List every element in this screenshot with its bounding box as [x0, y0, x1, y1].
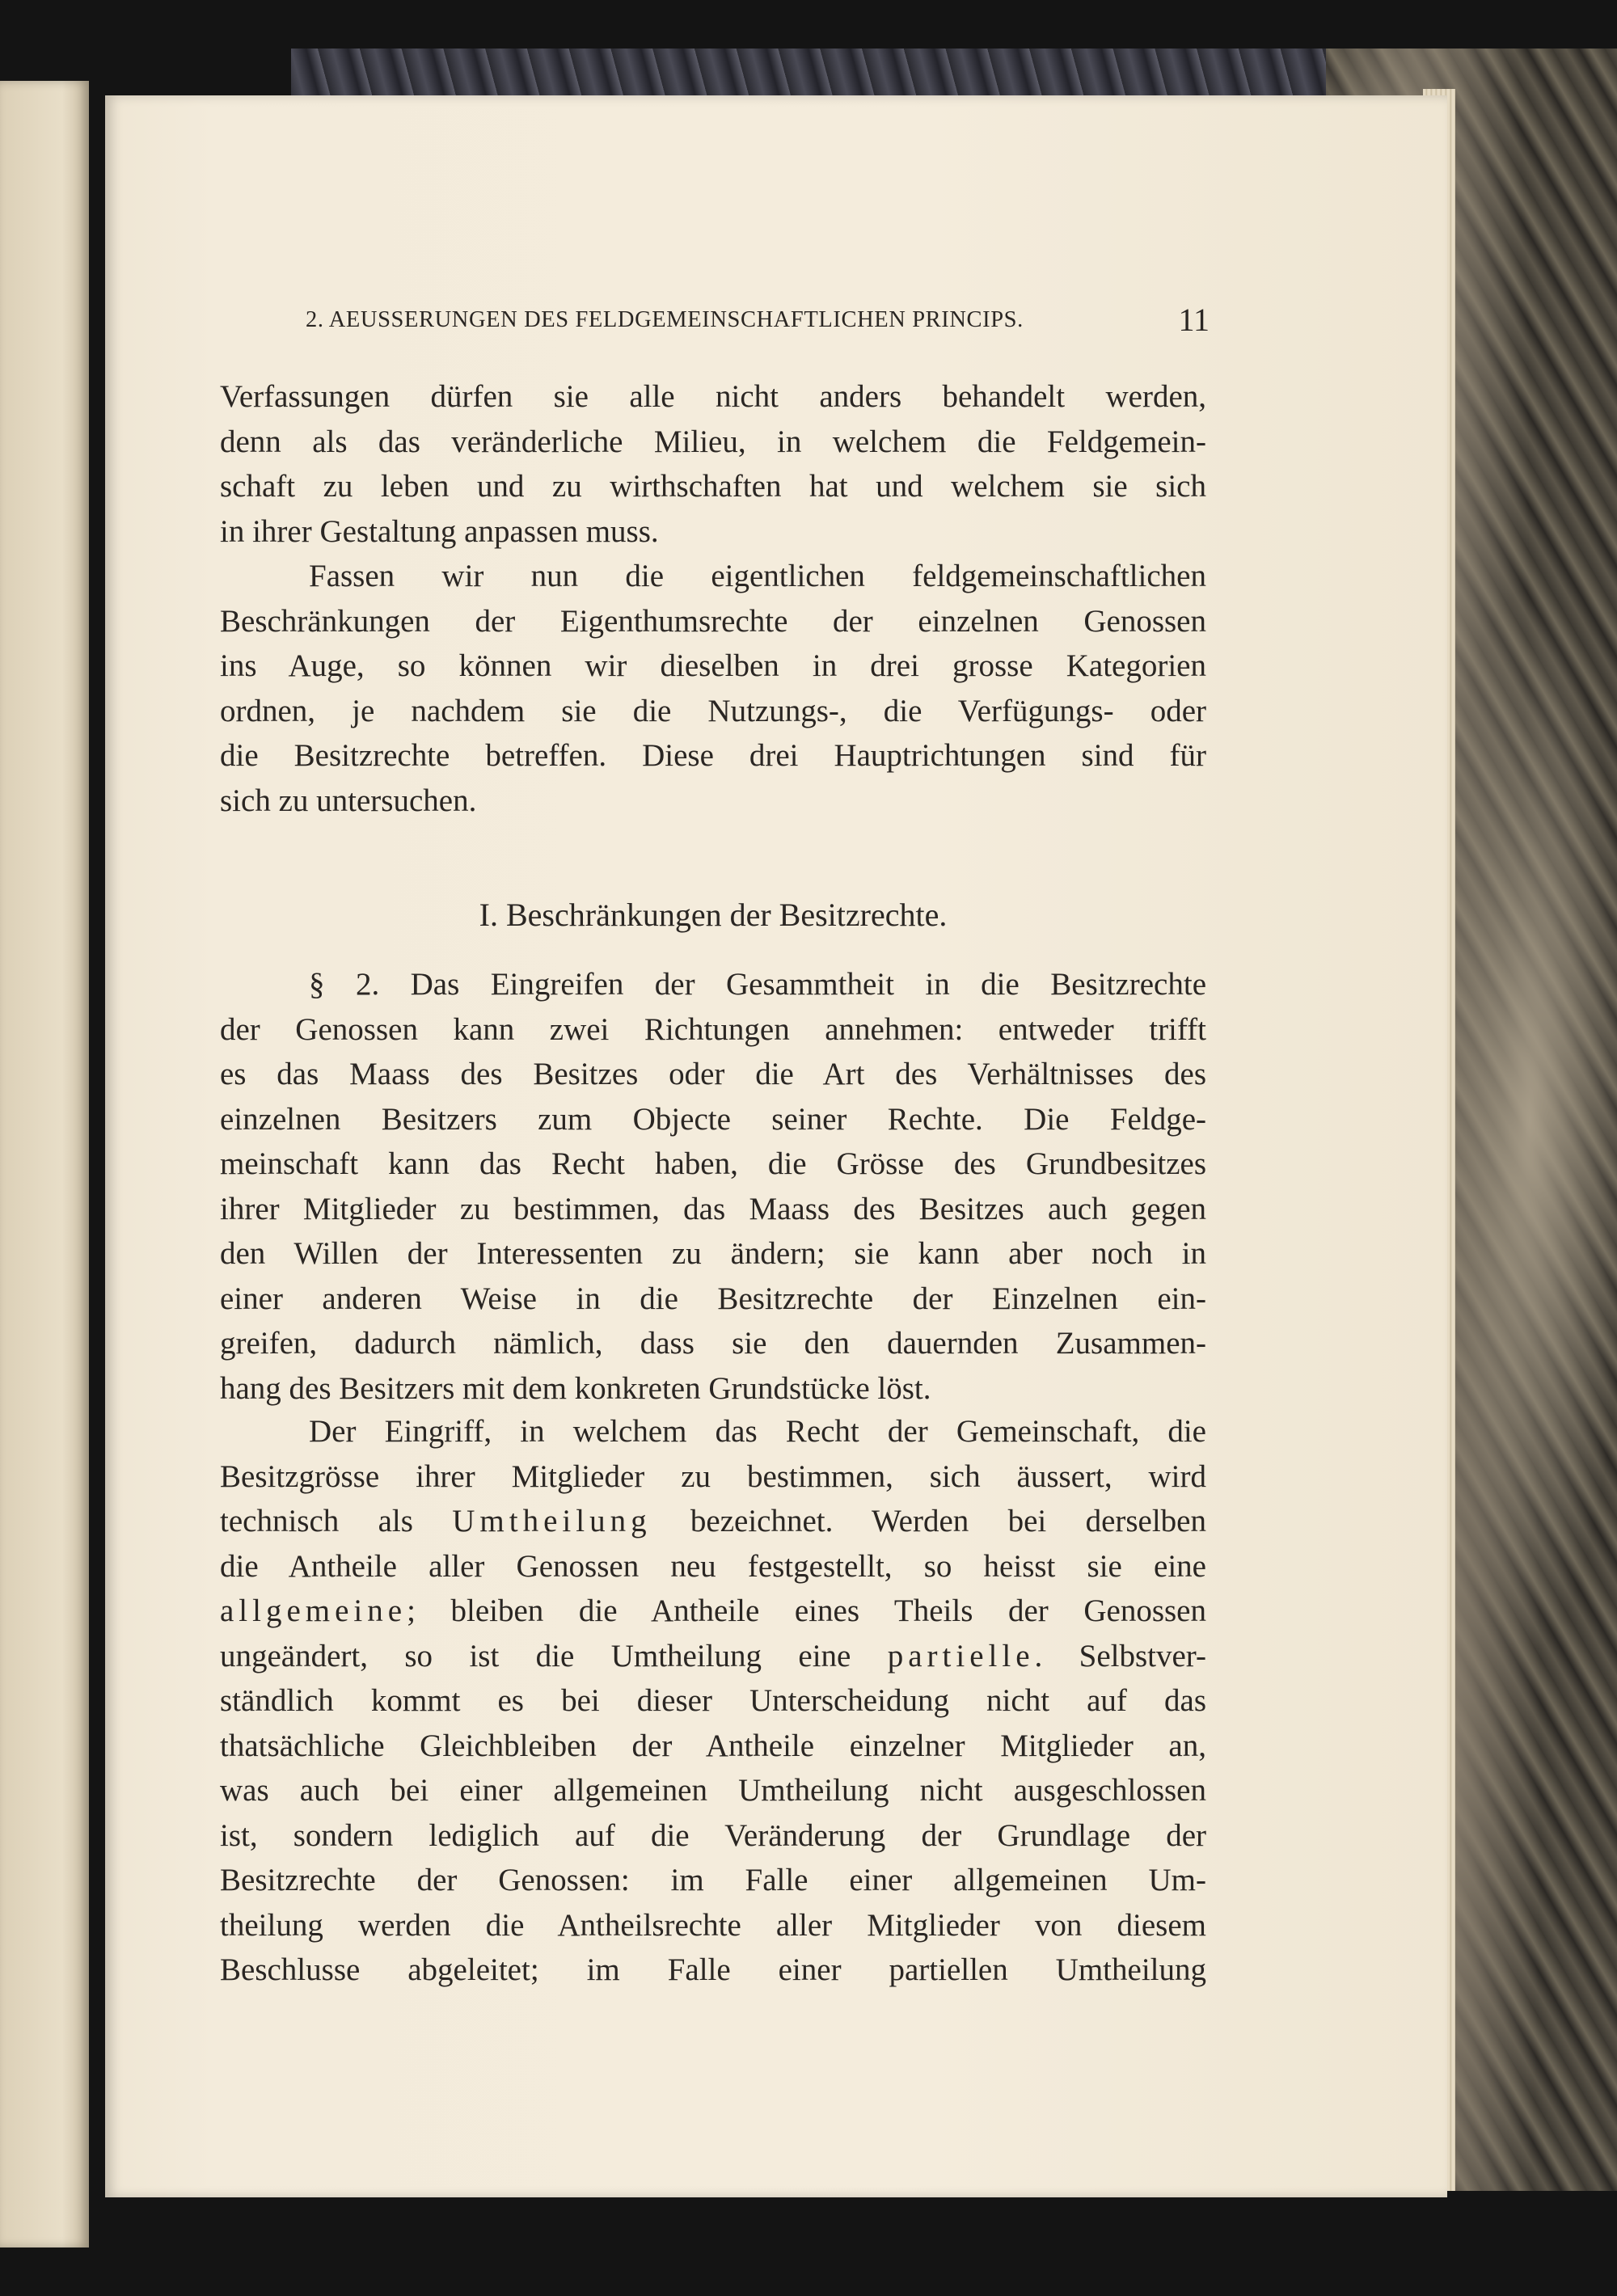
text-line: einzelnen Besitzers zum Objecte seiner Rechte. Die Feldge-	[220, 1101, 1206, 1137]
text-line: ständlich kommt es bei dieser Unterscheidung nicht auf das	[220, 1683, 1206, 1718]
text-fragment: ; bleiben die Antheile eines Theils der Genossen	[407, 1593, 1206, 1628]
text-line	[220, 1589, 1206, 1634]
text-line: Verfassungen dürfen sie alle nicht anders behandelt werden,	[220, 379, 1206, 414]
text-line: die Antheile aller Genossen neu festgestellt, so heisst sie eine	[220, 1548, 1206, 1584]
text-line: ins Auge, so können wir dieselben in drei grosse Kategorien	[220, 648, 1206, 683]
running-header	[306, 301, 1210, 340]
text-line: der Genossen kann zwei Richtungen annehmen: entweder trifft	[220, 1011, 1206, 1047]
text-line: greifen, dadurch nämlich, dass sie den dauernden Zusammen-	[220, 1326, 1206, 1361]
paragraph-umtheilung	[220, 1409, 1206, 1993]
text-line: ordnen, je nachdem sie die Nutzungs-, die Verfügungs- oder	[220, 693, 1206, 728]
text-line: in ihrer Gestaltung anpassen muss.	[220, 513, 659, 549]
text-line: ihrer Mitglieder zu bestimmen, das Maass des Besitzes auch gegen	[220, 1191, 1206, 1226]
text-line: einer anderen Weise in die Besitzrechte der Einzelnen ein-	[220, 1281, 1206, 1316]
text-line: Fassen wir nun die eigentlichen feldgemeinschaftlichen	[309, 559, 1206, 593]
text-line: es das Maass des Besitzes oder die Art des Verhältnisses des	[220, 1057, 1206, 1091]
paragraph-continuation	[220, 374, 1206, 554]
text-line: meinschaft kann das Recht haben, die Grösse des Grundbesitzes	[220, 1146, 1206, 1181]
text-line: Der Eingriff, in welchem das Recht der Gemeinschaft, die	[309, 1414, 1206, 1449]
text-line: Besitzrechte der Genossen: im Falle einer allgemeinen Um-	[220, 1863, 1206, 1897]
text-line: thatsächliche Gleichbleiben der Antheile einzelner Mitglieder an,	[220, 1728, 1206, 1763]
page-number: 11	[1178, 302, 1210, 338]
text-line: den Willen der Interessenten zu ändern; sie kann aber noch in	[220, 1236, 1206, 1271]
text-line: Beschlusse abgeleitet; im Falle einer partiellen Umtheilung	[220, 1952, 1206, 1987]
paragraph-categories	[220, 554, 1206, 823]
text-line: Besitzgrösse ihrer Mitglieder zu bestimmen, sich äussert, wird	[220, 1458, 1206, 1494]
text-line: sich zu untersuchen.	[220, 783, 477, 818]
text-line: ist, sondern lediglich auf die Veränderung der Grundlage der	[220, 1817, 1206, 1853]
section-heading: I. Beschränkungen der Besitzrechte.	[479, 897, 948, 933]
running-header-title: 2. AEUSSERUNGEN DES FELDGEMEINSCHAFTLICHEN PRINCIPS.	[306, 307, 1024, 332]
text-line: Beschränkungen der Eigenthumsrechte der einzelnen Genossen	[220, 603, 1206, 639]
text-line: § 2. Das Eingreifen der Gesammtheit in die Besitzrechte	[309, 967, 1206, 1002]
spaced-term: partielle	[887, 1638, 1035, 1673]
text-line: hang des Besitzers mit dem konkreten Grundstücke löst.	[220, 1370, 931, 1406]
text-fragment: bezeichnet. Werden bei derselben	[651, 1504, 1206, 1538]
text-fragment: . Selbstver-	[1034, 1638, 1206, 1673]
spaced-term: allgemeine	[220, 1593, 407, 1628]
text-line: theilung werden die Antheilsrechte aller Mitglieder von diesem	[220, 1907, 1206, 1943]
spaced-term: Umtheilung	[452, 1504, 652, 1538]
text-line: die Besitzrechte betreffen. Diese drei Hauptrichtungen sind für	[220, 738, 1206, 773]
text-fragment: technisch als	[220, 1504, 453, 1538]
text-line	[220, 1499, 1206, 1544]
text-line: schaft zu leben und zu wirthschaften hat und welchem sie sich	[220, 469, 1206, 504]
text-fragment: ungeändert, so ist die Umtheilung eine	[220, 1638, 888, 1673]
text-line	[220, 1634, 1206, 1679]
text-line: denn als das veränderliche Milieu, in welchem die Feldgemein-	[220, 424, 1206, 459]
facing-page-edge	[0, 81, 89, 2247]
text-line: was auch bei einer allgemeinen Umtheilung nicht ausgeschlossen	[220, 1773, 1206, 1808]
paragraph-section-2	[220, 962, 1206, 1411]
